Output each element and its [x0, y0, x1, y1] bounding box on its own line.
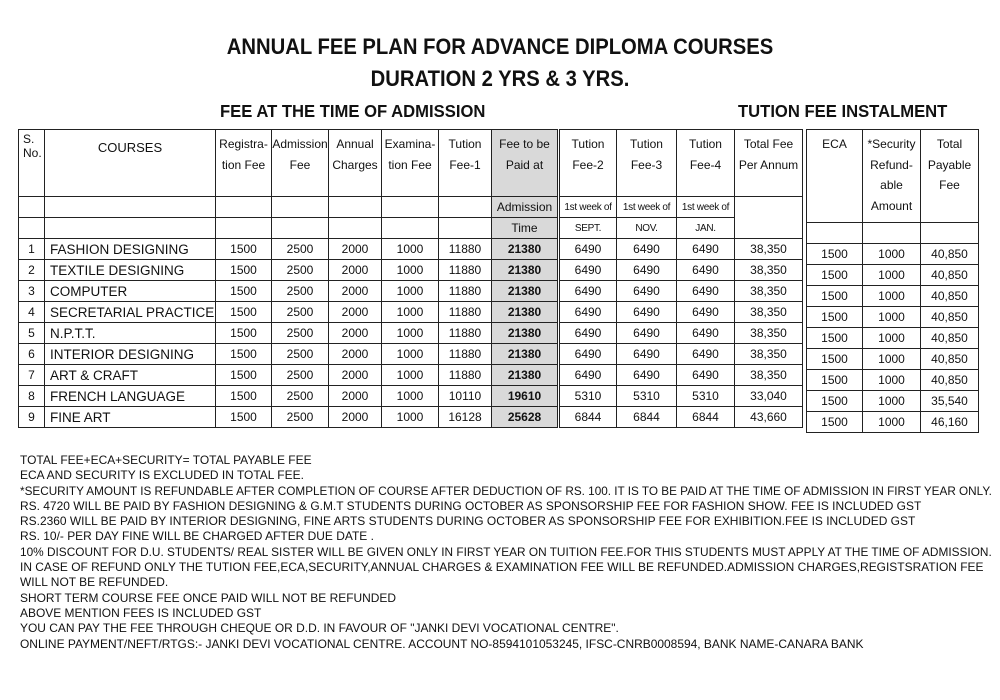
total-payable-fee-cell: 35,540	[921, 391, 979, 412]
tution-fee-1-cell: 11880	[439, 323, 492, 344]
eca-cell: 1500	[807, 370, 863, 391]
sno-cell: 1	[19, 239, 45, 260]
registration-fee-cell: 1500	[216, 386, 272, 407]
due-tf4-line1: 1st week of	[677, 197, 735, 218]
due-tf2-line2: SEPT.	[560, 218, 617, 239]
header-admission-fee: Admission Fee	[272, 130, 329, 197]
fee-at-admission-cell: 21380	[492, 344, 558, 365]
eca-cell: 1500	[807, 265, 863, 286]
payable-table	[806, 129, 979, 433]
header-fee-to-be-paid: Fee to be Paid at	[492, 130, 558, 197]
due-tf2-line1: 1st week of	[560, 197, 617, 218]
total-payable-fee-cell: 40,850	[921, 328, 979, 349]
total-payable-fee-cell: 40,850	[921, 370, 979, 391]
tution-fee-2-cell: 5310	[560, 386, 617, 407]
table-row	[807, 349, 979, 370]
note-line: RS. 10/- PER DAY FINE WILL BE CHARGED AFTER DUE DATE .	[20, 529, 374, 544]
page-title: ANNUAL FEE PLAN FOR ADVANCE DIPLOMA COURSES	[226, 34, 774, 59]
examination-fee-cell: 1000	[382, 260, 439, 281]
course-name-cell: SECRETARIAL PRACTICE	[45, 302, 216, 323]
tution-fee-1-cell: 11880	[439, 281, 492, 302]
admission-fee-cell: 2500	[272, 407, 329, 428]
table-row	[560, 239, 803, 260]
admission-fee-cell: 2500	[272, 239, 329, 260]
admission-fee-cell: 2500	[272, 386, 329, 407]
header-time-label: Time	[492, 218, 558, 239]
tution-fee-4-cell: 6490	[677, 365, 735, 386]
tution-fee-2-cell: 6490	[560, 281, 617, 302]
tution-fee-1-cell: 11880	[439, 302, 492, 323]
sno-cell: 3	[19, 281, 45, 302]
note-line: ONLINE PAYMENT/NEFT/RTGS:- JANKI DEVI VOCATIONAL CENTRE. ACCOUNT NO-8594101053245, IFSC-CNRB0008594, BANK NAME-CANARA BANK	[20, 636, 864, 651]
sno-cell: 8	[19, 386, 45, 407]
eca-cell: 1500	[807, 391, 863, 412]
total-fee-per-annum-cell: 33,040	[735, 386, 803, 407]
note-line: YOU CAN PAY THE FEE THROUGH CHEQUE OR D.D. IN FAVOUR OF "JANKI DEVI VOCATIONAL CENTRE".	[20, 621, 619, 636]
eca-cell: 1500	[807, 349, 863, 370]
header-examination-fee: Examina- tion Fee	[382, 130, 439, 197]
fee-at-admission-cell: 21380	[492, 260, 558, 281]
sno-cell: 9	[19, 407, 45, 428]
header-admission-label: Admission	[492, 197, 558, 218]
table-row	[560, 302, 803, 323]
header-tution-fee-2: Tution Fee-2	[560, 130, 617, 197]
annual-charges-cell: 2000	[329, 323, 382, 344]
security-amount-cell: 1000	[863, 286, 921, 307]
registration-fee-cell: 1500	[216, 365, 272, 386]
total-payable-fee-cell: 40,850	[921, 307, 979, 328]
note-line: WILL NOT BE REFUNDED.	[20, 575, 169, 590]
examination-fee-cell: 1000	[382, 365, 439, 386]
registration-fee-cell: 1500	[216, 239, 272, 260]
eca-cell: 1500	[807, 286, 863, 307]
note-line: RS.2360 WILL BE PAID BY INTERIOR DESIGNING, FINE ARTS STUDENTS DURING OCTOBER AS SPONSORSHIP FEE FOR EXHIBITION.FEE IS INCLUDED GST	[20, 514, 916, 529]
annual-charges-cell: 2000	[329, 239, 382, 260]
annual-charges-cell: 2000	[329, 386, 382, 407]
fee-at-admission-cell: 21380	[492, 323, 558, 344]
admission-fee-cell: 2500	[272, 302, 329, 323]
tution-fee-4-cell: 6844	[677, 407, 735, 428]
total-fee-per-annum-cell: 38,350	[735, 302, 803, 323]
tution-fee-3-cell: 5310	[617, 386, 677, 407]
table-row	[560, 260, 803, 281]
tution-fee-3-cell: 6490	[617, 302, 677, 323]
total-payable-fee-cell: 40,850	[921, 244, 979, 265]
total-fee-per-annum-cell: 38,350	[735, 260, 803, 281]
examination-fee-cell: 1000	[382, 386, 439, 407]
admission-fee-cell: 2500	[272, 344, 329, 365]
sno-cell: 5	[19, 323, 45, 344]
tution-fee-1-cell: 11880	[439, 239, 492, 260]
sno-cell: 4	[19, 302, 45, 323]
examination-fee-cell: 1000	[382, 239, 439, 260]
examination-fee-cell: 1000	[382, 344, 439, 365]
registration-fee-cell: 1500	[216, 260, 272, 281]
table-row	[560, 407, 803, 428]
security-amount-cell: 1000	[863, 370, 921, 391]
tution-fee-3-cell: 6844	[617, 407, 677, 428]
total-fee-per-annum-cell: 38,350	[735, 344, 803, 365]
total-fee-per-annum-cell: 43,660	[735, 407, 803, 428]
tution-fee-4-cell: 6490	[677, 260, 735, 281]
admission-fee-cell: 2500	[272, 281, 329, 302]
table-row	[807, 370, 979, 391]
tution-fee-4-cell: 5310	[677, 386, 735, 407]
course-name-cell: FINE ART	[45, 407, 216, 428]
total-payable-fee-cell: 40,850	[921, 286, 979, 307]
course-name-cell: TEXTILE DESIGNING	[45, 260, 216, 281]
eca-cell: 1500	[807, 328, 863, 349]
tution-fee-1-cell: 10110	[439, 386, 492, 407]
header-total-fee-per-annum: Total Fee Per Annum	[735, 130, 803, 197]
total-fee-per-annum-cell: 38,350	[735, 323, 803, 344]
tution-fee-4-cell: 6490	[677, 302, 735, 323]
registration-fee-cell: 1500	[216, 323, 272, 344]
section-heading-admission: FEE AT THE TIME OF ADMISSION	[220, 101, 486, 121]
sno-cell: 6	[19, 344, 45, 365]
tution-fee-1-cell: 11880	[439, 365, 492, 386]
tution-fee-1-cell: 11880	[439, 260, 492, 281]
course-name-cell: ART & CRAFT	[45, 365, 216, 386]
tution-fee-1-cell: 11880	[439, 344, 492, 365]
tution-fee-2-cell: 6490	[560, 239, 617, 260]
tution-fee-3-cell: 6490	[617, 344, 677, 365]
eca-cell: 1500	[807, 412, 863, 433]
tution-fee-3-cell: 6490	[617, 239, 677, 260]
table-row	[19, 365, 558, 386]
header-security-refundable: *Security Refund- able Amount	[863, 130, 921, 223]
course-name-cell: INTERIOR DESIGNING	[45, 344, 216, 365]
total-payable-fee-cell: 46,160	[921, 412, 979, 433]
table-row	[19, 239, 558, 260]
fee-at-admission-cell: 21380	[492, 302, 558, 323]
tution-fee-2-cell: 6490	[560, 302, 617, 323]
course-name-cell: COMPUTER	[45, 281, 216, 302]
security-amount-cell: 1000	[863, 307, 921, 328]
total-payable-fee-cell: 40,850	[921, 349, 979, 370]
note-line: ECA AND SECURITY IS EXCLUDED IN TOTAL FEE.	[20, 468, 304, 483]
header-courses: COURSES	[45, 130, 216, 197]
table-row	[19, 260, 558, 281]
page-subtitle: DURATION 2 YRS & 3 YRS.	[370, 66, 630, 91]
note-line: IN CASE OF REFUND ONLY THE TUTION FEE,ECA,SECURITY,ANNUAL CHARGES & EXAMINATION FEE WILL BE REFUNDED.ADMISSION CHARGES,REGISTSRATION FEE	[20, 560, 984, 575]
table-row	[560, 344, 803, 365]
annual-charges-cell: 2000	[329, 365, 382, 386]
total-fee-per-annum-cell: 38,350	[735, 281, 803, 302]
table-row	[19, 323, 558, 344]
header-annual-charges: Annual Charges	[329, 130, 382, 197]
header-registration-fee: Registra- tion Fee	[216, 130, 272, 197]
security-amount-cell: 1000	[863, 412, 921, 433]
total-fee-per-annum-cell: 38,350	[735, 365, 803, 386]
note-line: *SECURITY AMOUNT IS REFUNDABLE AFTER COMPLETION OF COURSE AFTER DEDUCTION OF RS. 100. IT IS TO BE PAID AT THE TIME OF ADMISSION IN FIRST YEAR ONLY.	[20, 483, 992, 498]
tution-fee-2-cell: 6490	[560, 260, 617, 281]
examination-fee-cell: 1000	[382, 302, 439, 323]
tution-fee-3-cell: 6490	[617, 365, 677, 386]
sno-cell: 2	[19, 260, 45, 281]
total-payable-fee-cell: 40,850	[921, 265, 979, 286]
examination-fee-cell: 1000	[382, 323, 439, 344]
header-total-payable-fee: Total Payable Fee	[921, 130, 979, 223]
annual-charges-cell: 2000	[329, 407, 382, 428]
table-row	[19, 302, 558, 323]
header-tution-fee-4: Tution Fee-4	[677, 130, 735, 197]
examination-fee-cell: 1000	[382, 281, 439, 302]
note-line: RS. 4720 WILL BE PAID BY FASHION DESIGNING & G.M.T STUDENTS DURING OCTOBER AS SPONSORSHIP FEE FOR FASHION SHOW. FEE IS INCLUDED GST	[20, 498, 922, 513]
due-tf3-line2: NOV.	[617, 218, 677, 239]
security-amount-cell: 1000	[863, 391, 921, 412]
fee-at-admission-cell: 21380	[492, 365, 558, 386]
annual-charges-cell: 2000	[329, 260, 382, 281]
table-row	[807, 328, 979, 349]
annual-charges-cell: 2000	[329, 281, 382, 302]
notes-section	[20, 453, 995, 652]
course-name-cell: N.P.T.T.	[45, 323, 216, 344]
tution-fee-2-cell: 6490	[560, 344, 617, 365]
tution-fee-3-cell: 6490	[617, 281, 677, 302]
tution-fee-3-cell: 6490	[617, 323, 677, 344]
registration-fee-cell: 1500	[216, 344, 272, 365]
header-tution-fee-1: Tution Fee-1	[439, 130, 492, 197]
table-row	[807, 391, 979, 412]
tution-fee-4-cell: 6490	[677, 239, 735, 260]
tution-fee-4-cell: 6490	[677, 281, 735, 302]
table-row	[19, 386, 558, 407]
admission-fee-cell: 2500	[272, 323, 329, 344]
eca-cell: 1500	[807, 244, 863, 265]
admission-fee-cell: 2500	[272, 260, 329, 281]
due-tf4-line2: JAN.	[677, 218, 735, 239]
note-line: TOTAL FEE+ECA+SECURITY= TOTAL PAYABLE FEE	[20, 453, 312, 467]
table-row	[807, 412, 979, 433]
note-line: SHORT TERM COURSE FEE ONCE PAID WILL NOT BE REFUNDED	[20, 590, 397, 605]
note-line: ABOVE MENTION FEES IS INCLUDED GST	[20, 605, 262, 620]
security-amount-cell: 1000	[863, 328, 921, 349]
note-line: 10% DISCOUNT FOR D.U. STUDENTS/ REAL SISTER WILL BE GIVEN ONLY IN FIRST YEAR ON TUITION FEE.FOR THIS STUDENTS MUST APPLY AT THE TIME OF ADMISSION.	[20, 544, 992, 559]
table-row	[560, 323, 803, 344]
table-row	[560, 281, 803, 302]
registration-fee-cell: 1500	[216, 302, 272, 323]
header-tution-fee-3: Tution Fee-3	[617, 130, 677, 197]
eca-cell: 1500	[807, 307, 863, 328]
sno-cell: 7	[19, 365, 45, 386]
security-amount-cell: 1000	[863, 265, 921, 286]
tution-fee-4-cell: 6490	[677, 323, 735, 344]
table-row	[807, 244, 979, 265]
registration-fee-cell: 1500	[216, 407, 272, 428]
fee-at-admission-cell: 21380	[492, 281, 558, 302]
tution-fee-4-cell: 6490	[677, 344, 735, 365]
tution-fee-3-cell: 6490	[617, 260, 677, 281]
table-row	[19, 407, 558, 428]
tution-fee-1-cell: 16128	[439, 407, 492, 428]
total-fee-per-annum-cell: 38,350	[735, 239, 803, 260]
registration-fee-cell: 1500	[216, 281, 272, 302]
section-heading-instalment: TUTION FEE INSTALMENT	[738, 101, 948, 121]
security-amount-cell: 1000	[863, 244, 921, 265]
header-eca: ECA	[807, 130, 863, 223]
admission-fee-cell: 2500	[272, 365, 329, 386]
table-row	[19, 281, 558, 302]
examination-fee-cell: 1000	[382, 407, 439, 428]
table-row	[560, 365, 803, 386]
annual-charges-cell: 2000	[329, 302, 382, 323]
course-name-cell: FRENCH LANGUAGE	[45, 386, 216, 407]
tution-fee-2-cell: 6490	[560, 323, 617, 344]
fee-at-admission-cell: 21380	[492, 239, 558, 260]
fee-at-admission-cell: 25628	[492, 407, 558, 428]
annual-charges-cell: 2000	[329, 344, 382, 365]
fee-at-admission-cell: 19610	[492, 386, 558, 407]
admission-fee-table	[18, 129, 558, 428]
table-row	[560, 386, 803, 407]
header-sno: S. No.	[19, 130, 45, 197]
tution-fee-2-cell: 6490	[560, 365, 617, 386]
table-row	[807, 286, 979, 307]
course-name-cell: FASHION DESIGNING	[45, 239, 216, 260]
tution-fee-2-cell: 6844	[560, 407, 617, 428]
table-row	[807, 265, 979, 286]
instalment-table	[559, 129, 803, 428]
security-amount-cell: 1000	[863, 349, 921, 370]
table-row	[807, 307, 979, 328]
table-row	[19, 344, 558, 365]
due-tf3-line1: 1st week of	[617, 197, 677, 218]
